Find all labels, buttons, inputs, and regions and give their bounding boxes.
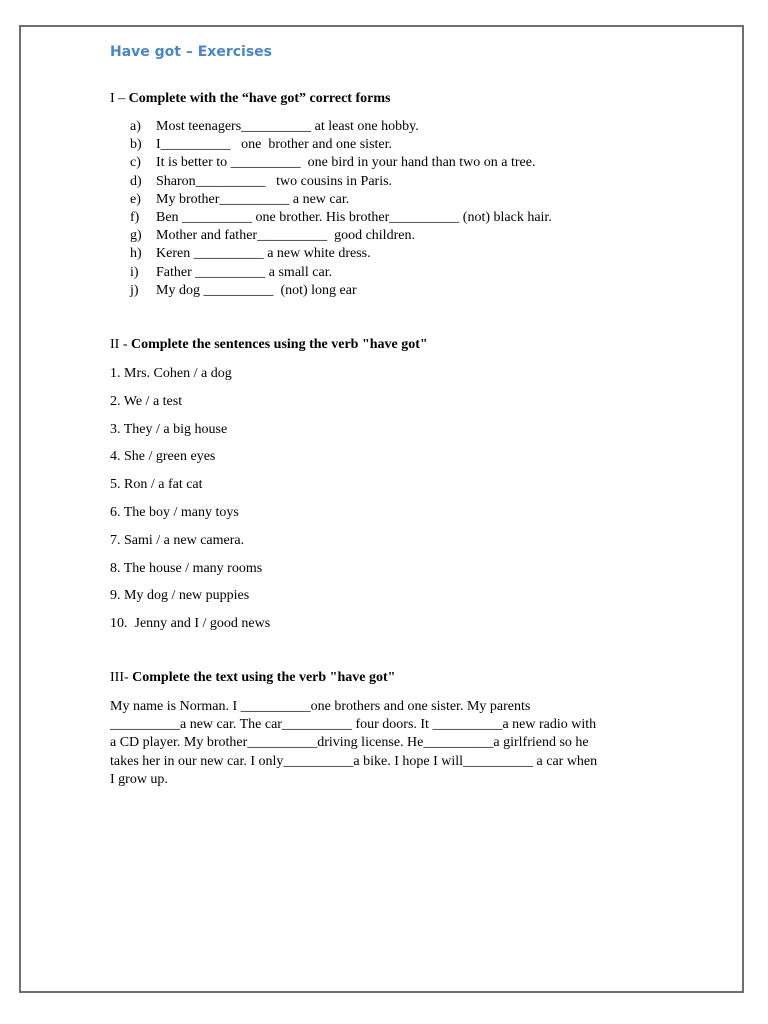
item-letter: c) xyxy=(130,155,141,171)
item-text: My dog __________ (not) long ear xyxy=(156,282,357,298)
list-item xyxy=(130,118,552,136)
list-item: 10. Jenny and I / good news xyxy=(110,616,271,632)
item-text: Mother and father__________ good children. xyxy=(156,228,415,244)
item-text: Ben __________ one brother. His brother__________ (not) black hair. xyxy=(156,209,552,225)
section-2-heading xyxy=(110,337,428,353)
section-3-title: Complete the text using the verb "have got" xyxy=(132,670,396,685)
list-item xyxy=(130,191,552,209)
list-item xyxy=(130,154,552,172)
list-item xyxy=(130,245,552,263)
list-item xyxy=(130,264,552,282)
section-1-heading xyxy=(110,91,390,107)
exercise-1-list xyxy=(130,118,552,300)
list-item: 7. Sami / a new camera. xyxy=(110,532,245,548)
item-letter: d) xyxy=(130,173,142,189)
list-item: 2. We / a test xyxy=(110,393,183,409)
list-item: 9. My dog / new puppies xyxy=(110,588,250,604)
list-item: 4. She / green eyes xyxy=(110,449,216,465)
section-3-heading xyxy=(110,670,395,686)
section-2-title: Complete the sentences using the verb "have got" xyxy=(131,337,428,352)
item-letter: e) xyxy=(130,191,141,207)
item-text: It is better to __________ one bird in your hand than two on a tree. xyxy=(156,155,536,171)
list-item xyxy=(130,209,552,227)
exercise-2-list xyxy=(110,365,270,643)
item-letter: g) xyxy=(130,228,142,244)
item-letter: b) xyxy=(130,137,142,153)
item-text: Father __________ a small car. xyxy=(156,264,333,280)
item-letter: f) xyxy=(130,209,140,225)
item-text: Most teenagers__________ at least one hobby. xyxy=(156,119,419,134)
list-item: 1. Mrs. Cohen / a dog xyxy=(110,366,232,381)
list-item: 6. The boy / many toys xyxy=(110,504,239,520)
item-letter: a) xyxy=(130,119,141,134)
section-1-title: Complete with the “have got” correct forms xyxy=(128,91,391,106)
section-3-prefix: III- xyxy=(110,670,133,685)
list-item: 3. They / a big house xyxy=(110,421,228,437)
item-text: I__________ one brother and one sister. xyxy=(156,137,393,153)
item-letter: i) xyxy=(130,264,139,280)
document-title: Have got – Exercises xyxy=(110,44,272,60)
list-item xyxy=(130,227,552,245)
section-1-prefix: I – xyxy=(110,91,129,106)
exercise-3-paragraph: My name is Norman. I __________one brothers and one sister. My parents __________a new car. The car__________ four doors. It __________a new radio with a CD player. My brother__________driving license. He__________a girlfriend so he takes her in our new car. I only__________a bike. I hope I will__________ a car when I grow up. xyxy=(110,699,598,787)
item-letter: h) xyxy=(130,246,142,262)
list-item: 5. Ron / a fat cat xyxy=(110,477,203,493)
list-item xyxy=(130,282,552,300)
item-letter: j) xyxy=(130,282,139,298)
item-text: Sharon__________ two cousins in Paris. xyxy=(156,173,393,189)
item-text: Keren __________ a new white dress. xyxy=(156,246,371,262)
section-2-prefix: II - xyxy=(110,337,131,352)
item-text: My brother__________ a new car. xyxy=(156,191,350,207)
list-item xyxy=(130,136,552,154)
list-item: 8. The house / many rooms xyxy=(110,560,263,576)
list-item xyxy=(130,173,552,191)
